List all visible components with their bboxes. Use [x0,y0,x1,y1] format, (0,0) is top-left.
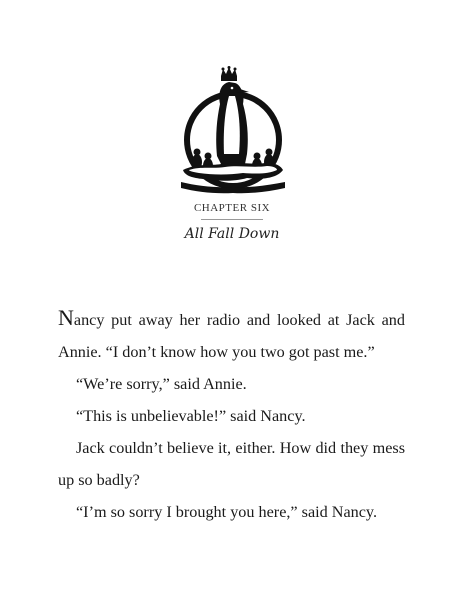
crown-icon [221,66,237,81]
paragraph-1: Nancy put away her radio and looked at Jack and Annie. “I don’t know how you two got past me.” [58,305,405,361]
chapter-number: CHAPTER SIX [193,202,271,214]
chapter-title: All Fall Down [184,226,280,242]
drop-cap: N [58,305,74,330]
paragraph-2: “We’re sorry,” said Annie. [76,375,247,393]
paragraph-4: Jack couldn’t believe it, either. How did they mess up so badly? [58,439,405,489]
paragraph-3: “This is unbelievable!” said Nancy. [76,407,306,425]
chapter-divider [201,219,263,220]
crowned-penguin-emblem [177,66,289,196]
paragraph-5: “I’m so sorry I brought you here,” said Nancy. [76,503,378,521]
chapter-body [58,304,405,528]
